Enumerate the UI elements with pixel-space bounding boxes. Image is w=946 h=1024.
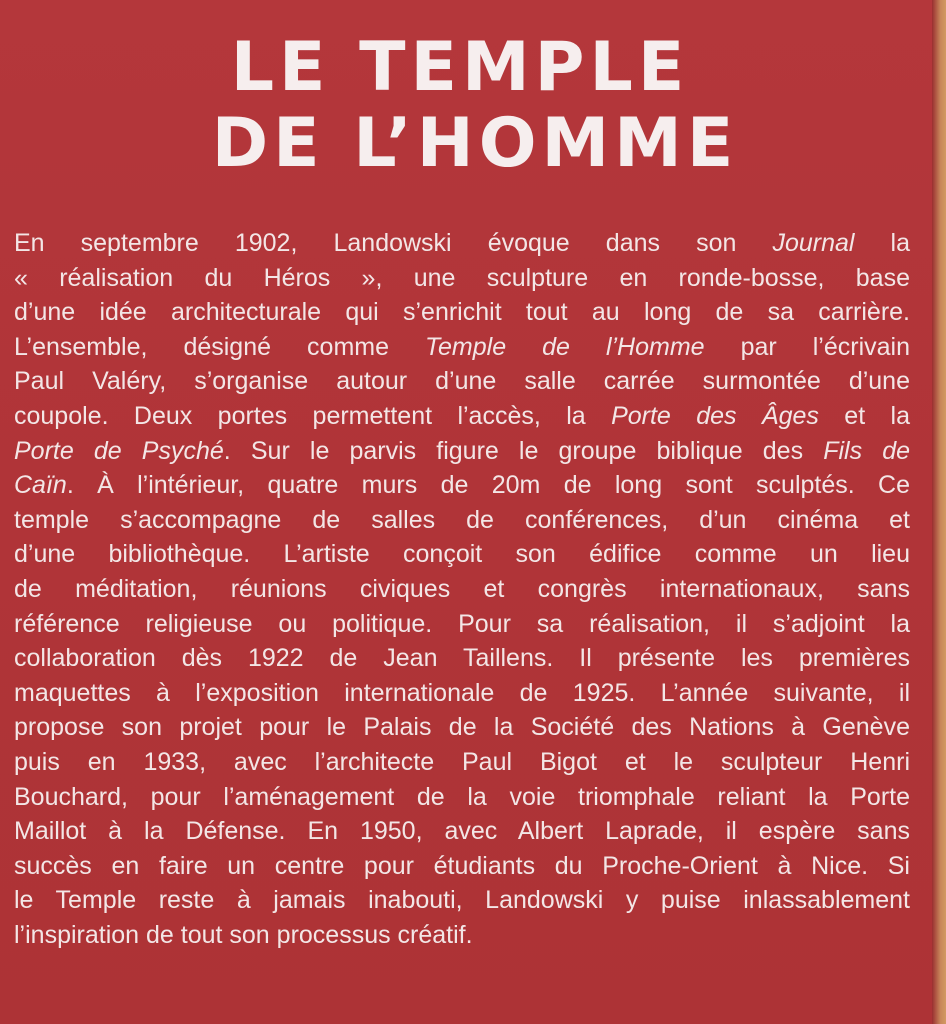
text-line: [14, 918, 910, 953]
text-line: [14, 572, 910, 607]
text-line: [14, 330, 910, 365]
text-line: [14, 295, 910, 330]
text-segment: référence religieuse ou politique. Pour sa réalisation, il s’adjoint la: [14, 609, 910, 638]
text-segment: Maillot à la Défense. En 1950, avec Albert Laprade, il espère sans: [14, 817, 910, 846]
text-line: [14, 468, 910, 503]
text-line: [14, 364, 910, 399]
text-segment: maquettes à l’exposition internationale de 1925. L’année suivante, il: [14, 678, 910, 707]
text-line: [14, 399, 910, 434]
text-segment: propose son projet pour le Palais de la Société des Nations à Genève: [14, 713, 910, 742]
text-segment: et la: [818, 401, 911, 430]
text-segment: puis en 1933, avec l’architecte Paul Bigot et le sculpteur Henri: [14, 747, 910, 776]
text-line: [14, 434, 910, 469]
text-line: [14, 710, 910, 745]
title-line-1: LE TEMPLE: [230, 28, 690, 107]
text-line: [14, 261, 910, 296]
italic-title-text: Temple de l’Homme: [425, 332, 705, 361]
text-segment: « réalisation du Héros », une sculpture en ronde-bosse, base: [14, 263, 910, 292]
italic-title-text: Porte des Âges: [611, 401, 819, 430]
text-segment: d’une idée architecturale qui s’enrichit tout au long de sa carrière.: [14, 298, 910, 327]
text-segment: le Temple reste à jamais inabouti, Landowski y puise inlassablement: [14, 886, 910, 915]
text-line: [14, 503, 910, 538]
text-segment: coupole. Deux portes permettent l’accès, la: [14, 401, 612, 430]
italic-title-text: Porte de Psyché: [14, 436, 224, 465]
text-line: [14, 849, 910, 884]
text-segment: Bouchard, pour l’aménagement de la voie triomphale reliant la Porte: [14, 782, 910, 811]
text-line: [14, 676, 910, 711]
text-segment: Paul Valéry, s’organise autour d’une salle carrée surmontée d’une: [14, 367, 910, 396]
text-line: [14, 641, 910, 676]
text-line: [14, 226, 910, 261]
text-segment: d’une bibliothèque. L’artiste conçoit son édifice comme un lieu: [14, 540, 910, 569]
text-line: [14, 780, 910, 815]
italic-title-text: Fils de: [823, 436, 911, 465]
title-line-2: DE L’HOMME: [211, 104, 739, 183]
text-segment: temple s’accompagne de salles de conférences, d’un cinéma et: [14, 505, 910, 534]
text-segment: . À l’intérieur, quatre murs de 20m de long sont sculptés. Ce: [66, 471, 910, 500]
italic-title-text: Journal: [772, 229, 855, 257]
text-segment: En septembre 1902, Landowski évoque dans son: [14, 229, 773, 257]
text-segment: l’inspiration de tout son processus créatif.: [14, 920, 473, 949]
text-segment: . Sur le parvis figure le groupe biblique des: [223, 436, 824, 465]
text-line: [14, 883, 910, 918]
text-segment: la: [854, 229, 911, 257]
text-line: [14, 745, 910, 780]
text-segment: L’ensemble, désigné comme: [14, 332, 426, 361]
panel-edge: [932, 0, 946, 1024]
text-line: [14, 814, 910, 849]
text-line: [14, 607, 910, 642]
panel-title: [0, 30, 920, 182]
text-segment: de méditation, réunions civiques et congrès internationaux, sans: [14, 574, 910, 603]
text-segment: par l’écrivain: [704, 332, 911, 361]
text-segment: succès en faire un centre pour étudiants du Proche-Orient à Nice. Si: [14, 851, 910, 880]
panel-body-text: [14, 226, 910, 952]
italic-title-text: Caïn: [14, 471, 67, 500]
text-segment: collaboration dès 1922 de Jean Taillens. Il présente les premières: [14, 644, 910, 673]
text-line: [14, 537, 910, 572]
